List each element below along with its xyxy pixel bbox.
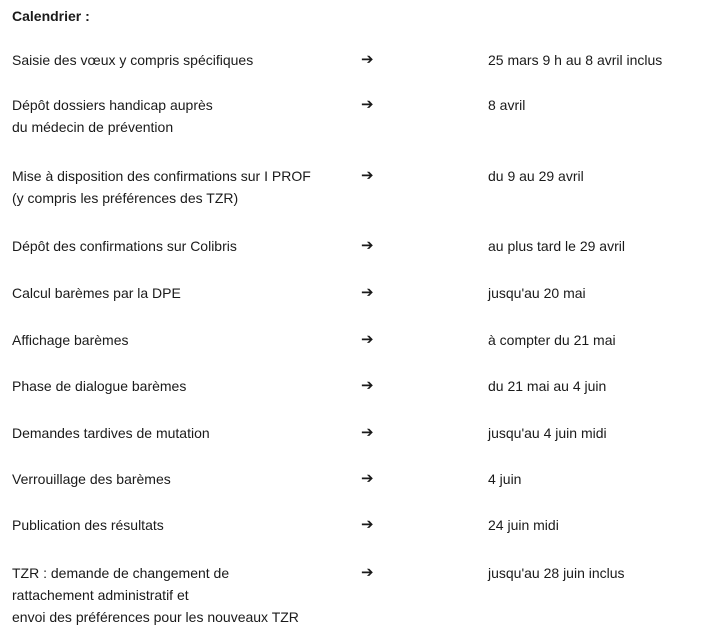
row-label: Mise à disposition des confirmations sur I PROF (y compris les préférences des TZR): [12, 168, 311, 206]
row-label: Verrouillage des barèmes: [12, 471, 171, 487]
row-label: Phase de dialogue barèmes: [12, 378, 187, 394]
row-label: Affichage barèmes: [12, 332, 129, 348]
arrow-icon: ➔: [361, 564, 374, 581]
row-label: TZR : demande de changement de rattachement administratif et envoi des préférences pour les nouveaux TZR: [12, 565, 299, 625]
row-label: Dépôt dossiers handicap auprès du médecin de prévention: [12, 97, 213, 135]
arrow-icon: ➔: [361, 424, 374, 441]
arrow-icon: ➔: [361, 51, 374, 68]
row-date: 8 avril: [488, 97, 526, 113]
arrow-icon: ➔: [361, 167, 374, 184]
row-date: du 9 au 29 avril: [488, 168, 584, 184]
row-date: à compter du 21 mai: [488, 332, 616, 348]
row-date: jusqu'au 28 juin inclus: [488, 565, 625, 581]
row-date: jusqu'au 4 juin midi: [488, 425, 607, 441]
arrow-icon: ➔: [361, 284, 374, 301]
row-label: Demandes tardives de mutation: [12, 425, 210, 441]
page-title: Calendrier :: [12, 8, 90, 24]
row-label: Dépôt des confirmations sur Colibris: [12, 238, 237, 254]
row-date: 24 juin midi: [488, 517, 559, 533]
row-date: 4 juin: [488, 471, 522, 487]
arrow-icon: ➔: [361, 377, 374, 394]
row-label: Publication des résultats: [12, 517, 164, 533]
row-label: Calcul barèmes par la DPE: [12, 285, 181, 301]
row-label: Saisie des vœux y compris spécifiques: [12, 52, 254, 68]
row-date: du 21 mai au 4 juin: [488, 378, 607, 394]
arrow-icon: ➔: [361, 237, 374, 254]
arrow-icon: ➔: [361, 96, 374, 113]
arrow-icon: ➔: [361, 516, 374, 533]
row-date: au plus tard le 29 avril: [488, 238, 625, 254]
arrow-icon: ➔: [361, 331, 374, 348]
row-date: jusqu'au 20 mai: [488, 285, 586, 301]
row-date: 25 mars 9 h au 8 avril inclus: [488, 52, 663, 68]
arrow-icon: ➔: [361, 470, 374, 487]
